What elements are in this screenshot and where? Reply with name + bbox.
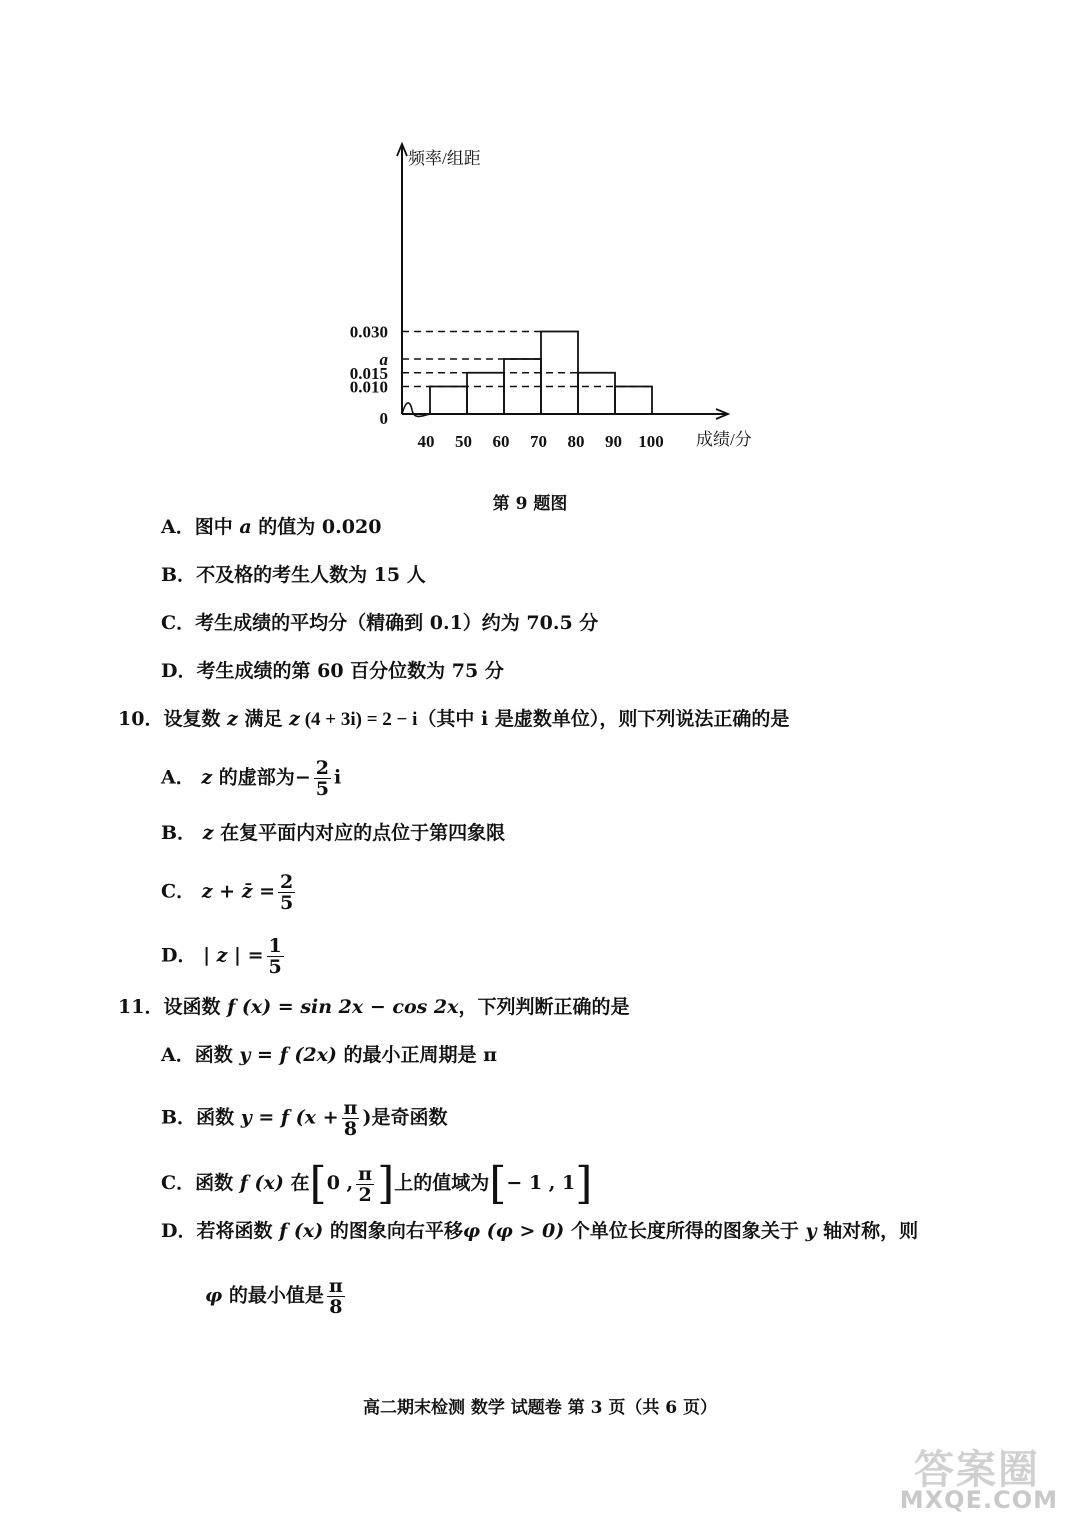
y-axis-title: 频率/组距 <box>408 149 481 168</box>
fraction: $\frac{2}{5}$ <box>280 871 294 914</box>
x-tick-label: 60 <box>492 432 510 451</box>
fraction: $\frac{\pi}{8}$ <box>343 1097 358 1140</box>
y-tick-label: 0.030 <box>349 322 388 342</box>
watermark-logo: 答案圈 <box>914 1447 1040 1493</box>
q9-option-d: D．考生成绩的第 60 百分位数为 75 分 <box>161 660 504 682</box>
q11-option-d-cont: φ 的最小值是 $\frac{\pi}{8}$ <box>205 1275 343 1318</box>
q10-option-d: D． | z | = $\frac{1}{5}$ <box>161 935 282 978</box>
histogram-bar <box>430 387 467 415</box>
fraction: $\frac{1}{5}$ <box>268 935 282 978</box>
histogram-bar <box>615 387 652 415</box>
x-tick-label: 50 <box>455 432 472 451</box>
q11-stem: 11．设函数 f (x) = sin 2x − cos 2x，下列判断正确的是 <box>118 996 630 1018</box>
x-axis-title: 成绩/分 <box>696 430 752 449</box>
q11-option-a: A．函数 y = f (2x) 的最小正周期是 π <box>161 1044 498 1066</box>
q9-option-c: C．考生成绩的平均分（精确到 0.1）约为 70.5 分 <box>161 612 599 634</box>
histogram-figure <box>320 130 790 460</box>
y-tick-label: 0.010 <box>349 377 388 397</box>
fraction: $\frac{2}{5}$ <box>315 757 329 800</box>
x-tick-label: 100 <box>638 432 664 451</box>
fraction: $\frac{\pi}{8}$ <box>328 1275 343 1318</box>
y-tick-label: a <box>379 350 388 369</box>
y-tick-label: 0 <box>379 409 388 428</box>
y-tick-label: 0.015 <box>349 363 388 383</box>
page-footer: 高二期末检测 数学 试题卷 第 3 页（共 6 页） <box>362 1398 718 1418</box>
histogram-bar <box>467 373 504 414</box>
q11-option-d: D．若将函数 f (x) 的图象向右平移φ (φ > 0) 个单位长度所得的图象关于 y 轴对称，则 <box>161 1220 919 1242</box>
watermark-url: MXQE.COM <box>899 1486 1058 1514</box>
q10-option-c: C． z + z̄ = $\frac{2}{5}$ <box>161 871 294 914</box>
q9-option-a: A．图中 a 的值为 0.020 <box>161 516 382 538</box>
x-tick-label: 70 <box>530 432 547 451</box>
figure-caption: 第 9 题图 <box>492 494 568 514</box>
q11-option-c: C．函数 f (x) 在[0 , $\frac{\pi}{2}$ ]上的值域为[− 1 , 1] <box>161 1158 593 1209</box>
x-tick-label: 40 <box>417 432 435 451</box>
x-tick-label: 90 <box>605 432 622 451</box>
q10-stem: 10．设复数 z 满足 z (4 + 3i) = 2 − i（其中 i 是虚数单位），则下列说法正确的是 <box>118 708 790 730</box>
q10-option-a: A． z 的虚部为− $\frac{2}{5}$ i <box>161 757 342 800</box>
histogram-svg <box>320 130 790 460</box>
q9-option-b: B．不及格的考生人数为 15 人 <box>161 564 426 586</box>
fraction: $\frac{\pi}{2}$ <box>358 1162 373 1206</box>
q11-option-b: B．函数 y = f (x + $\frac{\pi}{8}$ )是奇函数 <box>161 1097 448 1140</box>
x-tick-label: 80 <box>567 432 585 451</box>
histogram-bar <box>578 373 615 414</box>
q10-option-b: B． z 在复平面内对应的点位于第四象限 <box>161 822 506 844</box>
